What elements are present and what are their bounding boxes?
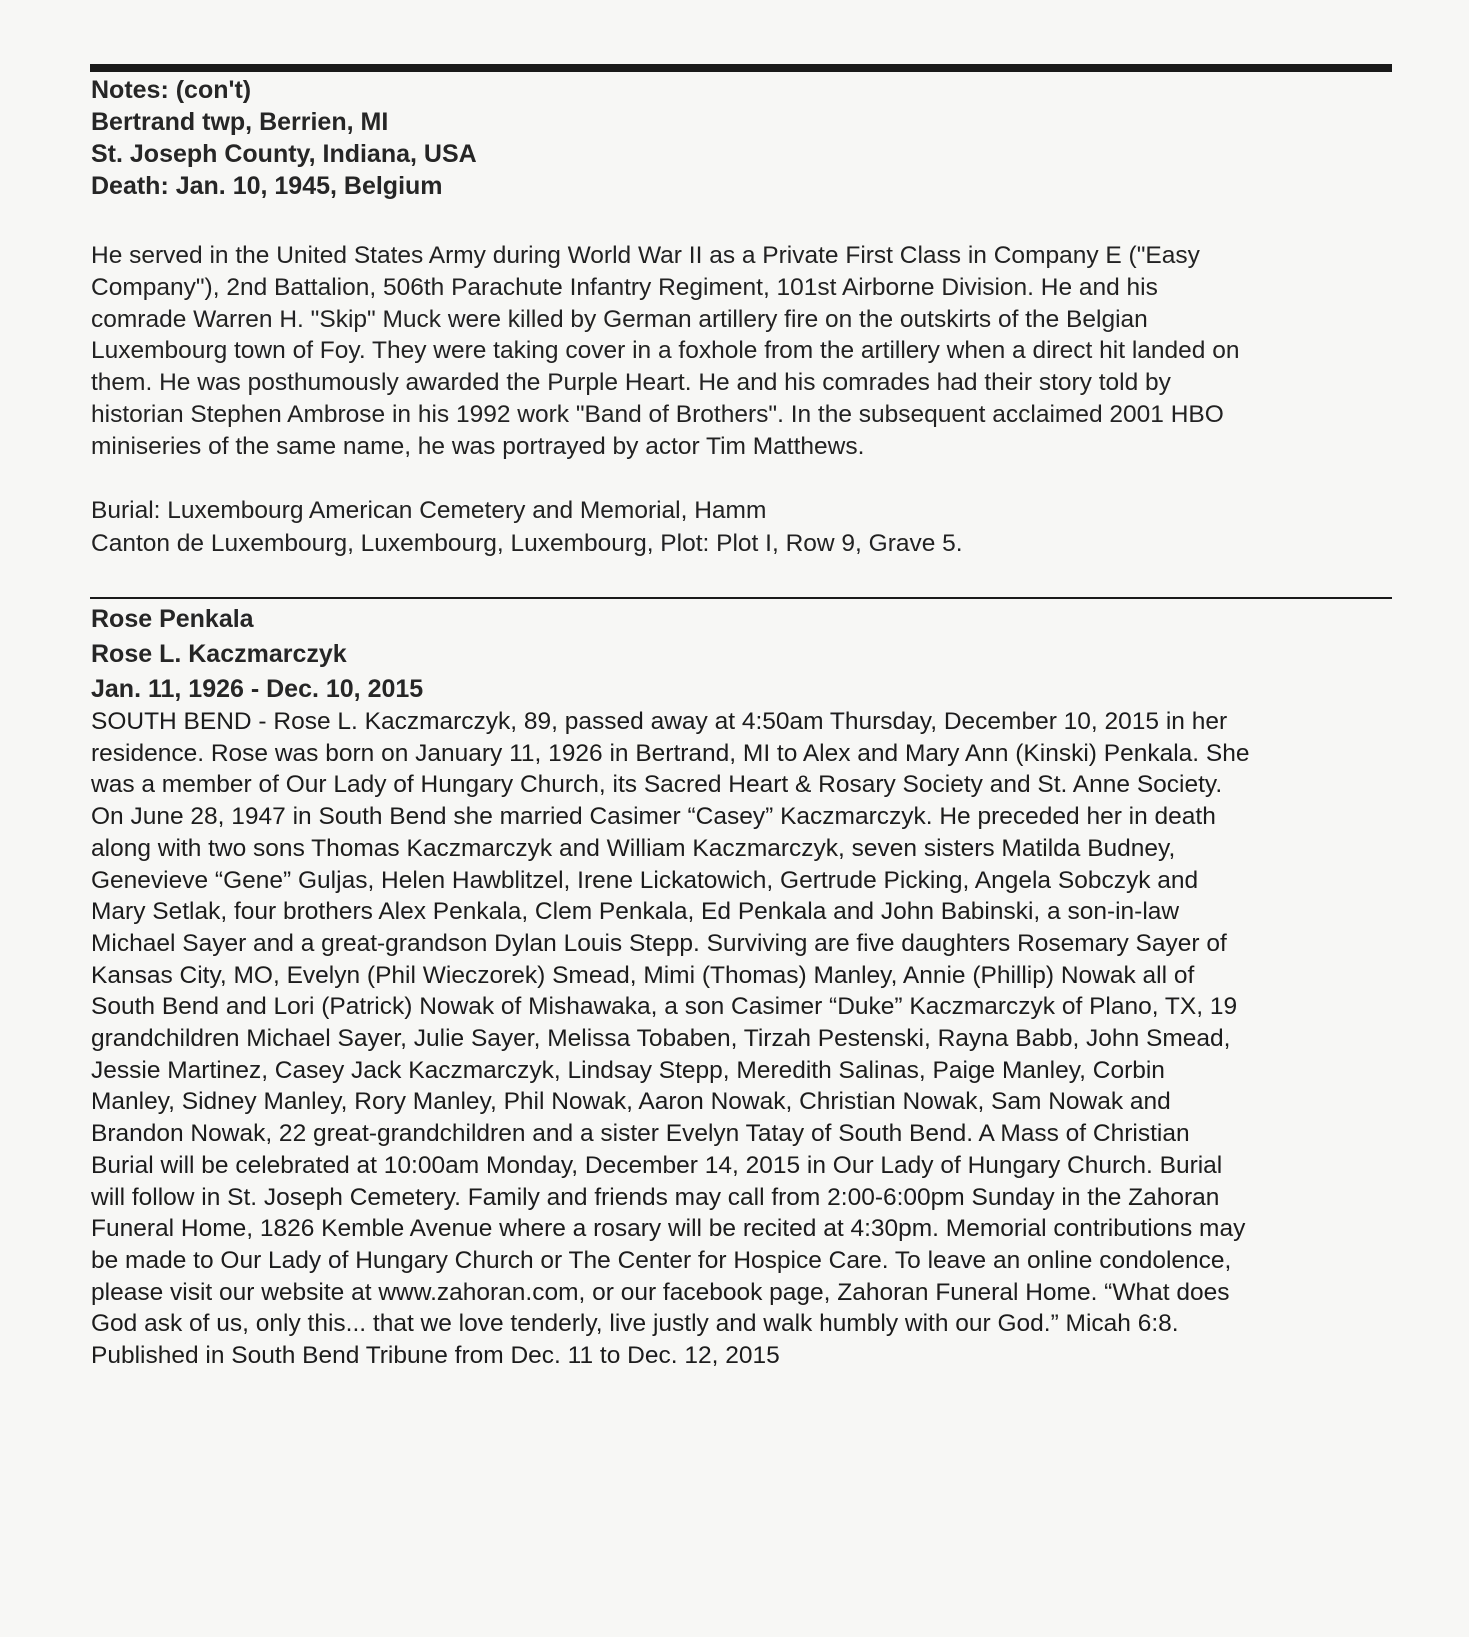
obit-line: Genevieve “Gene” Guljas, Helen Hawblitzel, Irene Lickatowich, Gertrude Picking, Angela Sobczyk and: [91, 866, 1199, 894]
obit-line: along with two sons Thomas Kaczmarczyk and William Kaczmarczyk, seven sisters Matilda Budney,: [91, 834, 1176, 862]
obit-line: please visit our website at www.zahoran.com, or our facebook page, Zahoran Funeral Home. “What does: [91, 1278, 1230, 1306]
obit-line: God ask of us, only this... that we love tenderly, live justly and walk humbly with our God.” Micah 6:8.: [91, 1310, 1179, 1338]
death-line: Death: Jan. 10, 1945, Belgium: [91, 172, 443, 200]
bio-line: Luxembourg town of Foy. They were taking cover in a foxhole from the artillery when a direct hit landed on: [91, 337, 1240, 365]
notes-header: [91, 74, 1411, 202]
service-paragraph: [91, 240, 1411, 463]
bio-line: miniseries of the same name, he was portrayed by actor Tim Matthews.: [91, 432, 865, 460]
burial-line-1: Burial: Luxembourg American Cemetery and Memorial, Hamm: [91, 497, 767, 524]
burial-info: [91, 494, 1411, 560]
top-divider: [90, 64, 1392, 72]
obit-line: Brandon Nowak, 22 great-grandchildren and a sister Evelyn Tatay of South Bend. A Mass of Christian: [91, 1120, 1190, 1148]
bio-line: historian Stephen Ambrose in his 1992 work "Band of Brothers". In the subsequent acclaimed 2001 HBO: [91, 400, 1224, 428]
bio-line: Company"), 2nd Battalion, 506th Parachute Infantry Regiment, 101st Airborne Division. He and his: [91, 273, 1158, 301]
obit-line: SOUTH BEND - Rose L. Kaczmarczyk, 89, passed away at 4:50am Thursday, December 10, 2015 in her: [91, 708, 1228, 735]
maiden-name: Rose Penkala: [91, 605, 254, 633]
obit-line: Published in South Bend Tribune from Dec. 11 to Dec. 12, 2015: [91, 1342, 780, 1370]
obit-line: Burial will be celebrated at 10:00am Monday, December 14, 2015 in Our Lady of Hungary Church. Burial: [91, 1151, 1223, 1179]
obit-line: South Bend and Lori (Patrick) Nowak of Mishawaka, a son Casimer “Duke” Kaczmarczyk of Plano, TX, 19: [91, 993, 1238, 1021]
bio-line: comrade Warren H. "Skip" Muck were killed by German artillery fire on the outskirts of the Belgian: [91, 305, 1148, 333]
place-line-1: Bertrand twp, Berrien, MI: [91, 108, 389, 136]
obit-line: Funeral Home, 1826 Kemble Avenue where a rosary will be recited at 4:30pm. Memorial contributions may: [91, 1215, 1246, 1243]
obit-line: grandchildren Michael Sayer, Julie Sayer, Melissa Tobaben, Tirzah Pestenski, Rayna Babb, John Smead,: [91, 1025, 1231, 1053]
obit-line: On June 28, 1947 in South Bend she married Casimer “Casey” Kaczmarczyk. He preceded her in death: [91, 803, 1216, 831]
obit-line: Manley, Sidney Manley, Rory Manley, Phil Nowak, Aaron Nowak, Christian Nowak, Sam Nowak and: [91, 1088, 1171, 1116]
obit-line: Kansas City, MO, Evelyn (Phil Wieczorek) Smead, Mimi (Thomas) Manley, Annie (Phillip) Nowak all of: [91, 961, 1195, 989]
obit-line: Michael Sayer and a great-grandson Dylan Louis Stepp. Surviving are five daughters Rosemary Sayer of: [91, 929, 1227, 957]
obit-line: will follow in St. Joseph Cemetery. Family and friends may call from 2:00-6:00pm Sunday in the Zahoran: [91, 1183, 1220, 1211]
obit-line: be made to Our Lady of Hungary Church or The Center for Hospice Care. To leave an online condolence,: [91, 1246, 1232, 1274]
obituary-text: [91, 706, 1411, 1372]
section-divider: [90, 597, 1392, 599]
bio-line: He served in the United States Army during World War II as a Private First Class in Company E ("Easy: [91, 242, 1200, 269]
obit-line: Mary Setlak, four brothers Alex Penkala, Clem Penkala, Ed Penkala and John Babinski, a son-in-law: [91, 898, 1180, 926]
obit-line: residence. Rose was born on January 11, 1926 in Bertrand, MI to Alex and Mary Ann (Kinski) Penkala. She: [91, 739, 1250, 767]
bio-line: them. He was posthumously awarded the Purple Heart. He and his comrades had their story told by: [91, 369, 1171, 397]
obit-line: was a member of Our Lady of Hungary Church, its Sacred Heart & Rosary Society and St. Anne Society.: [91, 771, 1223, 799]
life-dates: Jan. 11, 1926 - Dec. 10, 2015: [91, 675, 424, 703]
married-name: Rose L. Kaczmarczyk: [91, 640, 347, 668]
burial-line-2: Canton de Luxembourg, Luxembourg, Luxembourg, Plot: Plot I, Row 9, Grave 5.: [91, 530, 963, 557]
obituary-header: [91, 602, 1411, 707]
obit-line: Jessie Martinez, Casey Jack Kaczmarczyk, Lindsay Stepp, Meredith Salinas, Paige Manley, Corbin: [91, 1056, 1165, 1084]
notes-heading: Notes: (con't): [91, 76, 252, 104]
place-line-2: St. Joseph County, Indiana, USA: [91, 140, 477, 168]
